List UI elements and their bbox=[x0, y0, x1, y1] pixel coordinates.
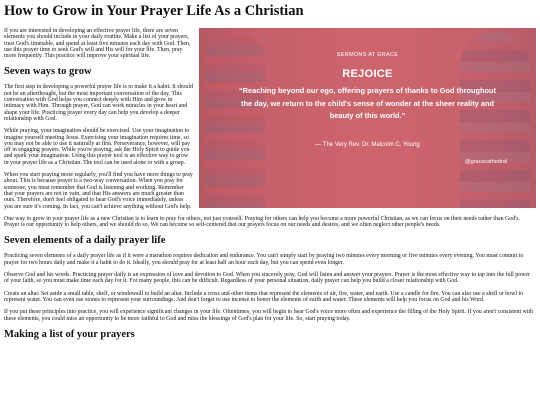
image-attribution: — The Very Rev. Dr. Malcolm C. Young bbox=[315, 142, 420, 148]
paragraph: If you put these principles into practice, you will experience significant changes in your life. Oftentimes, you will begin to hear God's voice more often and experience the filling of the Holy Spirit. If you aren't consistent with these elements, you could miss an opportunity to be more faithful to God and miss the blessings of God's plan for your life. So, start praying today. bbox=[4, 309, 534, 322]
paragraph: Observe God and his words. Practicing prayer daily is an expression of love and devotion to God. When you sincerely pray, God will listen and answer your prayers. Prayer is the most effective way to tap into the full power of your faith, so you must make time each day for it. For many people, this can be difficult. Regardless of your personal situation, daily prayer can help you build a closer relationship with God. bbox=[4, 272, 530, 285]
image-kicker: SERMONS AT GRACE bbox=[336, 52, 399, 58]
paragraph: While praying, your imagination should be exercised. Use your imagination to imagine yourself meeting Jesus. Exercising your imagination requires time, so you may not be able to use it naturally at first. Perseverance, however, will pay off in engaging prayers. While you're praying, ask the Holy Spirit to guide you and spark your imagination. Using this prayer tool is an effective way to grow in your prayer life as a Christian. The tool can be used alone or with a group. bbox=[4, 128, 191, 166]
page-title: How to Grow in Your Prayer Life As a Christian bbox=[4, 3, 304, 19]
sermon-quote-image bbox=[199, 28, 536, 208]
paragraph: Practicing seven elements of a daily prayer life as if it were a marathon requires dedication and endurance. You can't simply start by praying two minutes every morning or five minutes every evening. You must commit to prayer for two hours daily and make it a habit to do it. Ideally, you should pray for at least half an hour each day, but you can spend even longer. bbox=[4, 253, 524, 266]
section-heading: Seven ways to grow bbox=[4, 66, 92, 78]
paragraph: Create an altar. Set aside a small table, shelf, or windowsill to build an altar. Include a cross and other items that represent the elements of air, fire, water, and earth. Use a candle for fire. You can also use a shell or bowl to represent water. You can even use stones to represent your surroundings. And don't forget to use incense to honor the elements of earth and water. These elements will help you focus on God and his Word. bbox=[4, 290, 524, 303]
intro-paragraph: If you are interested in developing an effective prayer life, there are seven elements you should include in your daily routine. Make a list of your prayers, trust God's timetable, and spend at least five minutes each day with God. Then, use this prayer time to seek God's will and His will for your life. Then, pray more frequently. This practice will improve your spiritual life. bbox=[4, 28, 191, 60]
paragraph: When you start praying more regularly, you'll find you have more things to pray about. This is because prayer is a two-way conversation. When you pray for someone, you must remember that God is listening and working. Remember that your prayers are not in vain, and that His answers are much greater than ours. Therefore, don't feel obligated to hear God's voice immediately, unless you are sure it's coming. In fact, you can't achieve anything without God's help. bbox=[4, 172, 193, 210]
image-quote: “Reaching beyond our ego, offering prayers of thanks to God throughout the day, we return to the child's sense of wonder at the sheer reality and beauty of this world.” bbox=[238, 86, 497, 120]
article bbox=[4, 0, 536, 347]
paragraph: One way to grow in your prayer life as a new Christian is to learn to pray for others, not just yourself. Praying for others can help you become a more powerful Christian, as we can focus on their needs rather than God's. Prayer is our opportunity to help others, and we should do so. We can become so self-centered that our prayers focus on our needs and desires, and we often neglect other people's needs. bbox=[4, 215, 521, 229]
section-heading: Seven elements of a daily prayer life bbox=[4, 235, 166, 247]
paragraph: The first step in developing a powerful prayer life is to make it a habit. It should not be an afterthought, but the most important conversation of the day. This conversation with God helps you connect deeply with Him and grow in intimacy with Him. Through prayer, God can work miracles in your heart and shape your life. Practicing prayer every day can help you develop a deeper relationship with God. bbox=[4, 84, 193, 122]
section-heading: Making a list of your prayers bbox=[4, 328, 135, 340]
image-title: REJOICE bbox=[342, 68, 393, 80]
image-handle: @gracecathedral bbox=[465, 159, 507, 165]
